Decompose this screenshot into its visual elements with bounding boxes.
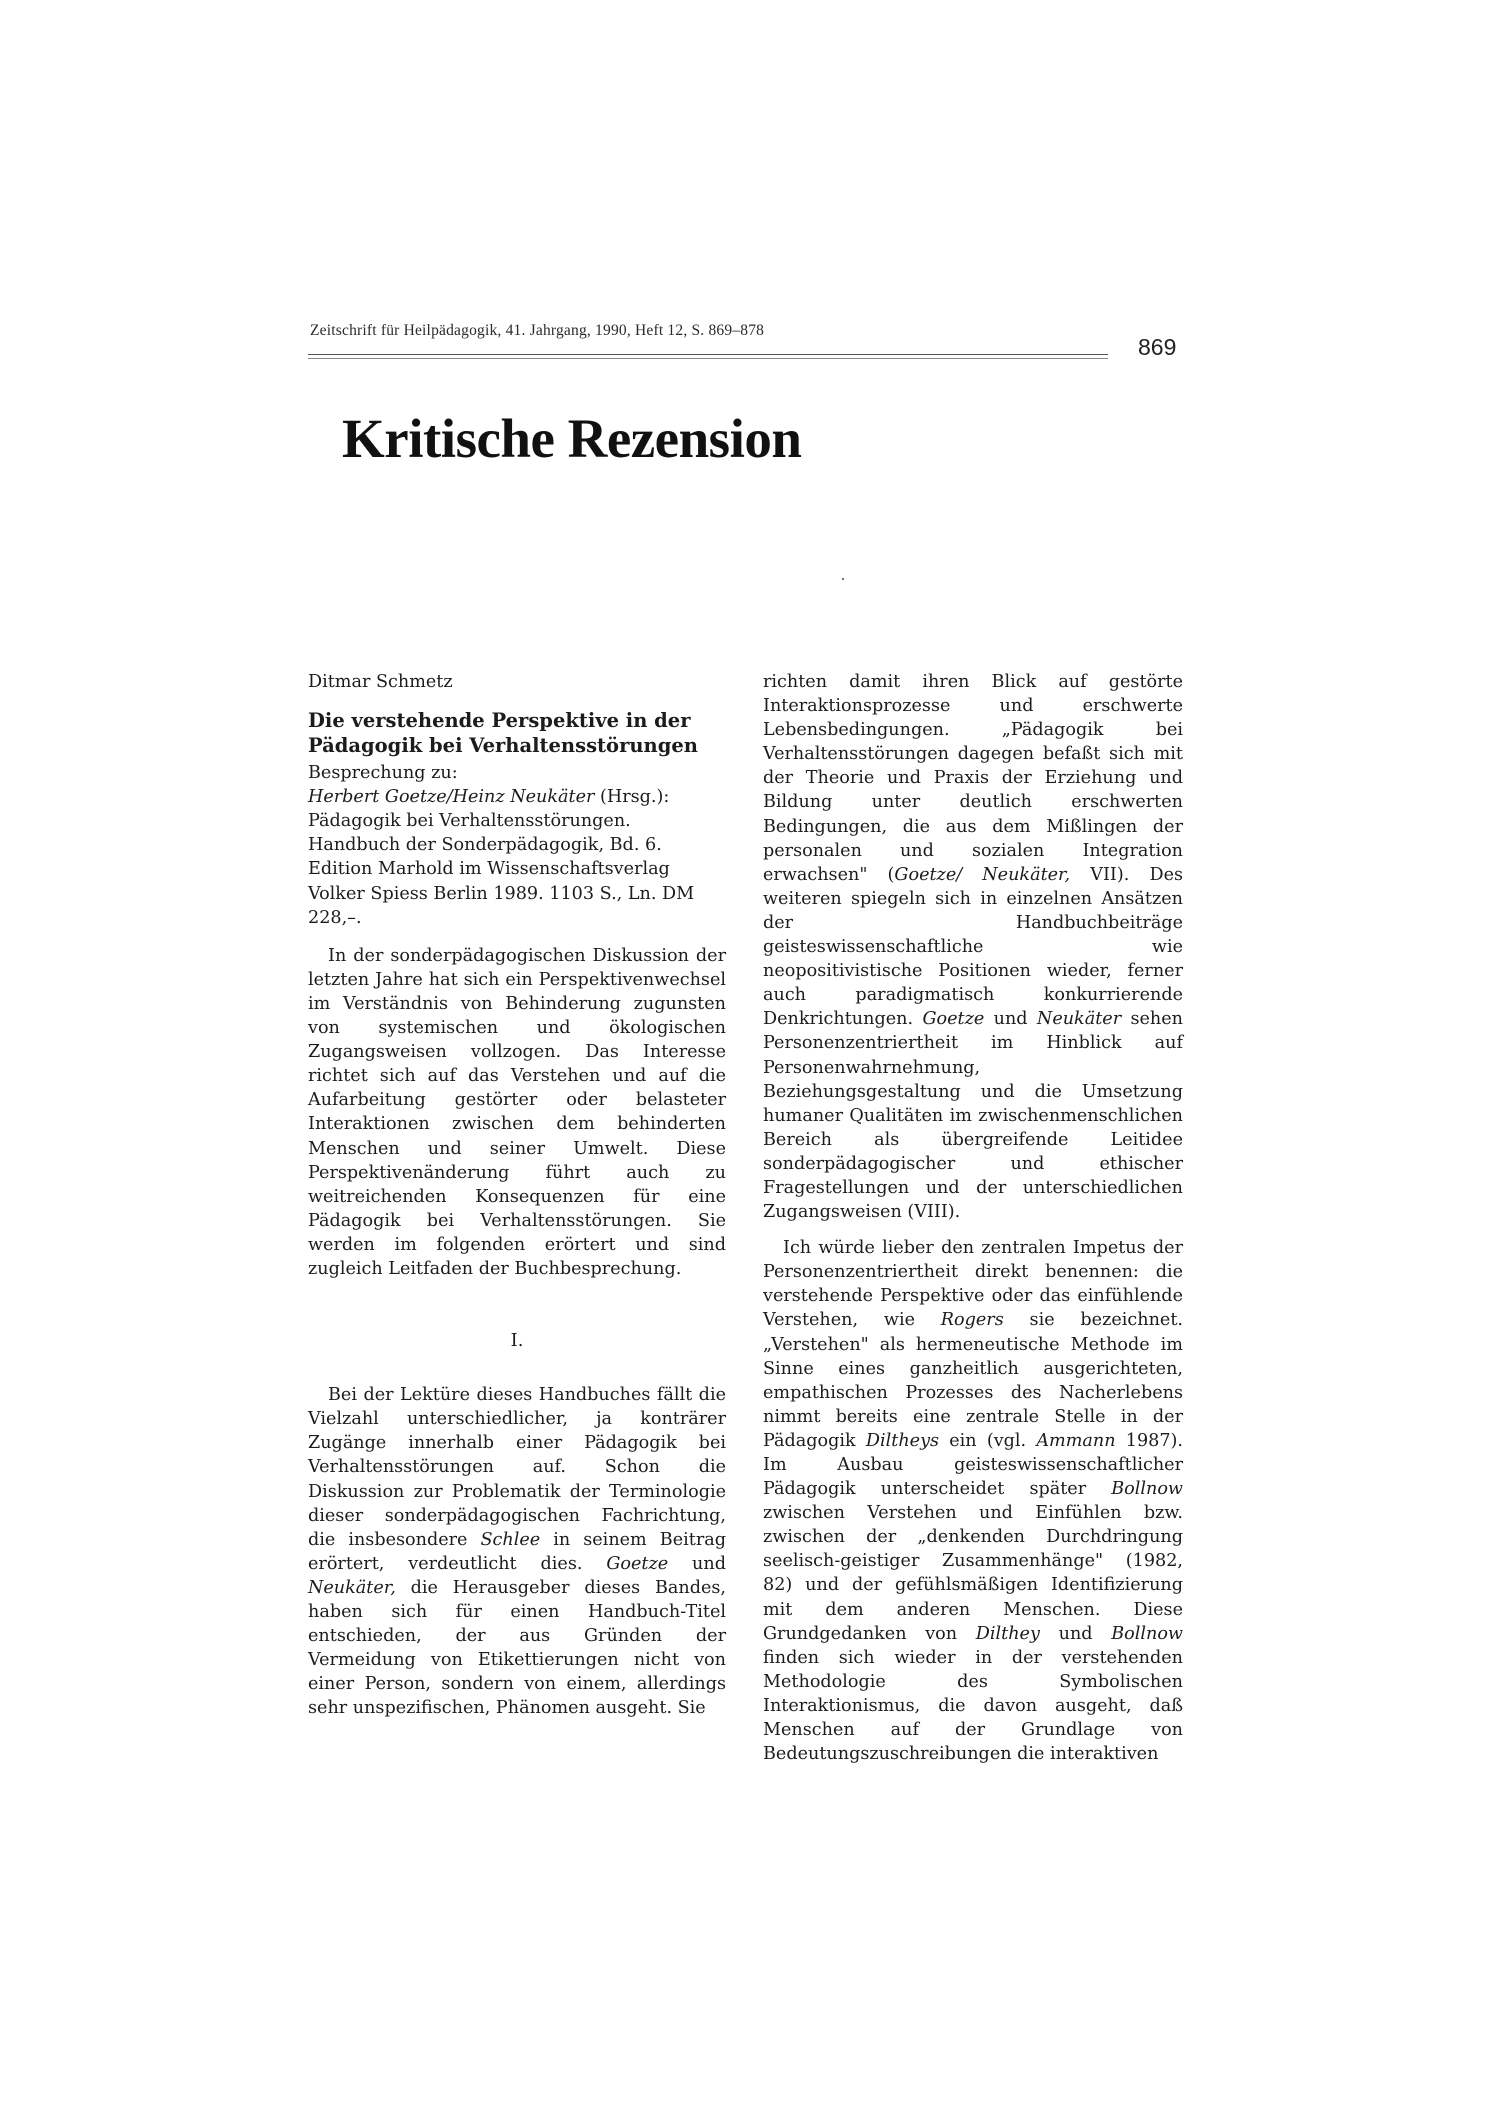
author-ref-goetze: Goetze — [606, 1553, 669, 1574]
author-ref-schlee: Schlee — [480, 1529, 541, 1550]
author-ref-bollnow: Bollnow — [1111, 1623, 1183, 1644]
text-run: und — [984, 1009, 1037, 1030]
text-run: finden sich wieder in der verstehenden Methodologie des Symbolischen Interaktionismus, die davon ausgeht, daß Menschen auf der Grundlage von Bedeutungszuschreibungen die interaktiven — [763, 1647, 1183, 1765]
header-rule — [308, 354, 1108, 355]
article-headline — [308, 708, 726, 758]
text-run: VII). Des weiteren spiegeln sich in einzelnen Ansätzen der Handbuchbeiträge geisteswissenschaftliche wie neopositivistische Positionen wieder, ferner auch paradigmatisch konkurrierende Denkrichtungen. — [763, 864, 1184, 1030]
text-run: und — [668, 1553, 726, 1574]
text-run: sie bezeichnet. „Verstehen" als hermeneutische Methode im Sinne eines ganzheitlich ausgerichteten, empathischen Prozesses des Nacherlebens nimmt bereits eine zentrale Stelle in der Pädagogik — [763, 1310, 1183, 1451]
section-numeral: I. — [510, 1330, 524, 1352]
section-title: Kritische Rezension — [342, 408, 802, 469]
author-ref-neukaeter: Neukäter — [1036, 1009, 1122, 1030]
text-run: Bei der Lektüre dieses Handbuches fällt die Vielzahl unterschiedlicher, ja konträrer Zugänge innerhalb einer Pädagogik bei Verhaltensstörungen auf. Schon die Diskussion zur Problematik der Terminologie dieser sonderpädagogischen Fachrichtung, die insbesondere — [308, 1385, 726, 1550]
text-run: und — [1039, 1623, 1112, 1644]
page-number: 869 — [1138, 334, 1177, 360]
scan-speck — [842, 578, 844, 580]
header-rule-secondary — [308, 358, 1108, 359]
text-run: die Herausgeber dieses Bandes, haben sich für einen Handbuch-Titel entschieden, der aus Gründen der Vermeidung von Etikettierungen nicht von einer Person, sondern von einem, allerdings sehr unspezifischen, Phänomen ausgeht. Sie — [308, 1577, 726, 1719]
author-name: Ditmar Schmetz — [308, 672, 453, 692]
continuation-paragraph — [763, 670, 1183, 1224]
author-ref-rogers: Rogers — [940, 1310, 1004, 1331]
right-column — [763, 670, 1183, 1766]
author-ref-goetze: Goetze — [922, 1009, 985, 1030]
author-ref-neukaeter: Neukäter, — [308, 1577, 396, 1598]
section-1-paragraph — [308, 1383, 726, 1720]
author-ref-ammann: Ammann — [1036, 1430, 1116, 1451]
headline-line-1: Die verstehende Perspektive in der — [308, 709, 691, 733]
author-ref-bollnow: Bollnow — [1111, 1479, 1183, 1500]
book-details: (Hrsg.): Pädagogik bei Verhaltensstörungen. Handbuch der Sonderpädagogik, Bd. 6. Edition Marhold im Wissenschaftsverlag Volker Spiess Berlin 1989. 1103 S., Ln. DM 228,–. — [308, 787, 695, 928]
impetus-paragraph — [763, 1236, 1183, 1766]
left-column — [308, 670, 726, 1720]
review-label: Besprechung zu: — [308, 763, 458, 784]
text-run: 1987). Im Ausbau geisteswissenschaftlicher Pädagogik unterscheidet später — [763, 1430, 1183, 1500]
text-run: Ich würde lieber den zentralen Impetus der Personenzentriertheit direkt benennen: die verstehende Perspektive oder das einfühlende Verstehen, wie — [763, 1238, 1183, 1331]
book-reference — [308, 785, 726, 930]
headline-line-2: Pädagogik bei Verhaltensstörungen — [308, 734, 698, 758]
intro-paragraph: In der sonderpädagogischen Diskussion der letzten Jahre hat sich ein Perspektivenwechsel im Verständnis von Behinderung zugunsten von systemischen und ökologischen Zugangsweisen vollzogen. Das Interesse richtet sich auf das Verstehen und auf die Aufarbeitung gestörter oder belasteter Interaktionen zwischen dem behinderten Menschen und seiner Umwelt. Diese Perspektivenänderung führt auch zu weitreichenden Konsequenzen für eine Pädagogik bei Verhaltensstörungen. Sie werden im folgenden erörtert und sind zugleich Leitfaden der Buchbesprechung. — [308, 945, 726, 1279]
author-ref-dilthey: Dilthey — [975, 1623, 1040, 1644]
author-ref-diltheys: Diltheys — [865, 1430, 940, 1451]
text-run: ein (vgl. — [939, 1430, 1037, 1451]
author-ref-goetze-neukaeter: Goetze/ Neukäter, — [894, 864, 1071, 885]
journal-citation: Zeitschrift für Heilpädagogik, 41. Jahrgang, 1990, Heft 12, S. 869–878 — [310, 322, 765, 339]
book-editors: Herbert Goetze/Heinz Neukäter — [308, 787, 595, 808]
text-run: in seinem Beitrag erörtert, verdeutlicht dies. — [308, 1529, 726, 1574]
text-run: zwischen Verstehen und Einfühlen bzw. zwischen der „denkenden Durchdringung seelisch-geistiger Zusammenhänge" (1982, 82) und der gefühlsmäßigen Identifizierung mit dem anderen Menschen. Diese Grundgedanken von — [763, 1503, 1183, 1644]
text-run: richten damit ihren Blick auf gestörte Interaktionsprozesse und erschwerte Lebensbedingungen. „Pädagogik bei Verhaltensstörungen dagegen befaßt sich mit der Theorie und Praxis der Erziehung und Bildung unter deutlich erschwerten Bedingungen, die aus dem Mißlingen der personalen und sozialen Integration erwachsen" ( — [763, 672, 1183, 885]
text-run: sehen Personenzentriertheit im Hinblick auf Personenwahrnehmung, Beziehungsgestaltung und die Umsetzung humaner Qualitäten im zwischenmenschlichen Bereich als übergreifende Leitidee sonderpädagogischer und ethischer Fragestellungen und der unterschiedlichen Zugangsweisen (VIII). — [763, 1009, 1183, 1223]
